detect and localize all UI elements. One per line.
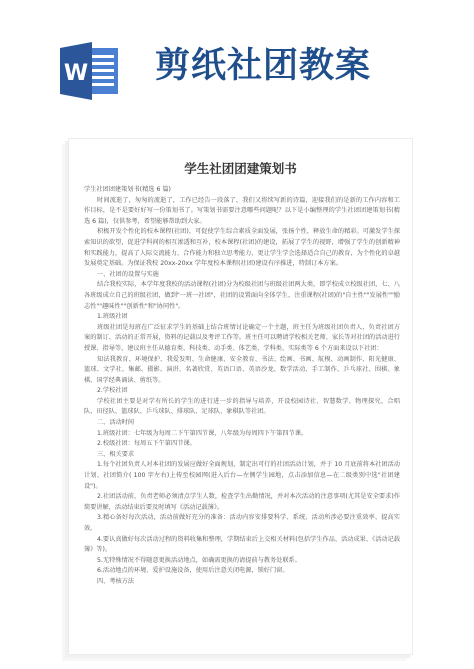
document-paragraph: 1.班级社团：七年级为每周二下午第四节课，八年级为每周四下午第四节课。 <box>97 429 308 437</box>
document-page <box>68 138 413 655</box>
document-paragraph: 知法我教育、环境保护、我爱发明、生命健康、安全教育、书法、绘画、书画、航模、动画制作、阳光健康、篮球、文学社、集邮、摄影、演讲、名著欣赏、英语口语、英语沙龙、数学活动、手工制作、乒乓球社、围棋、象棋、国学经典诵读、剪纸等。 <box>84 355 400 384</box>
document-paragraph: 一、社团的设置与实施 <box>97 270 159 278</box>
document-paragraph: 1.每个社团负责人对本社团的发展应做好全面规划，制定出可行的社团活动计划，并于 10 月底前将本社团活动计划、社团简介( 100 字左右)上传至校园网(进入后台—左侧学生园地，点击添加信息—在二级类别中选"社团建设")。 <box>84 461 400 490</box>
document-paragraph: 学生社团团建策划书(精选 6 篇) <box>84 186 171 193</box>
document-paragraph: 学校社团主要是对学有所长的学生的进行进一步的指导与培养，开设校园诗社、智慧数学、物理探究、合唱队、田径队、篮球队、乒乓球队、排球队、足球队、象棋队等社团。 <box>84 397 400 416</box>
document-paragraph: 2.社团活动前，负责老师必须清点学生人数，检查学生出勤情况，并对本次活动的注意事项(尤其是安全要求)作简要讲解，活动结束后要及时填写《活动记载簿》。 <box>84 493 400 511</box>
document-paragraph: 积极开发个性化的校本课程(社团)，可促使学生综合素质全面发展，张扬个性，释放生命的精彩。可激发学生探索知识的欲望，促进学科间的相互渗透和互补，校本课程(社团)的建设，拓展了学生的视野，增强了学生的创新精神和实践能力，提高了人际交流能力，合作能力和独立思考能力，更让学生学会选择适合自己的教育，为个性化的卓越发展奠定基础。为保证我校 20xx-20xx 学年度校本课程(社团)建设有序推进，特制订本方案。 <box>84 228 400 268</box>
document-paragraph: 1.班级社团 <box>97 313 128 321</box>
word-icon <box>60 42 120 100</box>
page-title: 剪纸社团教案 <box>155 46 372 86</box>
document-paragraph: 6.活动地点的环境、爱护设施设备，使用后注意关闭电源，锁好门窗。 <box>97 567 289 575</box>
document-title: 学生社团团建策划书 <box>184 161 297 176</box>
document-paragraph: 三、相关要求 <box>97 450 135 458</box>
document-paragraph: 4.要认真做好每次活动过程的资料收集和整理，学期结束后上交相关材料(包括学生作品、活动成果、《活动记载簿》等)。 <box>84 535 400 554</box>
document-body <box>84 185 400 588</box>
document-paragraph: 3.精心备好每次活动，活动前做好充分的准备：活动内容安排要科学、系统，活动所涉必要注重效率、提高实效。 <box>84 514 400 532</box>
document-paragraph: 班级社团是每班在广泛征求学生的基础上结合班情讨论确定一个主题，班主任为班级社团负责人，负责社团方案的制订、活动的正常开展，资料的记载以及考评工作等。班主任可以聘请学校相关老师、家长等对社团的活动进行授课、指导等，建议班主任从德育类、科技类、动手类、体艺类、学科类、实际类等 6 个方面来设以下社团： <box>84 323 400 352</box>
document-paragraph: 2.校级社团：每周五下午第四节课。 <box>97 440 196 448</box>
word-icon-letter: W <box>63 61 89 86</box>
document-paragraph: 结合我校实际，本学年度我校的活动课程(社团)分为校级社团与班级社团两大类，即学校成立校级社团，七、八各班级成立自己的班级社团，做到"一班一社团"，社团的设置面向全体学生，注重课程(社团)的"自主性""发展性""励志性""趣味性""创新性"和"协同性"。 <box>84 281 400 310</box>
document-paragraph: 四、考核方法 <box>97 577 135 585</box>
document-paragraph: 二、活动时间 <box>97 419 135 427</box>
page-header <box>0 0 474 130</box>
document-paragraph: 2.学校社团 <box>97 387 128 395</box>
document-paragraph: 5.无特殊情况不得随意更换活动地点，如确需更换的请提前与教务处联系。 <box>97 556 301 564</box>
document-paragraph: 时间流逝了，匆匆的流逝了，工作已经告一段落了，我们又将续写新的诗篇，迎接我们的是新的工作内容和工作目标，是不是要好好写一份策划书了。写策划书需要注意哪些问题呢？以下是小编整理的学生社团团建策划书(精选 6 篇)，仅供参考，希望能够帮助到大家。 <box>84 196 400 225</box>
